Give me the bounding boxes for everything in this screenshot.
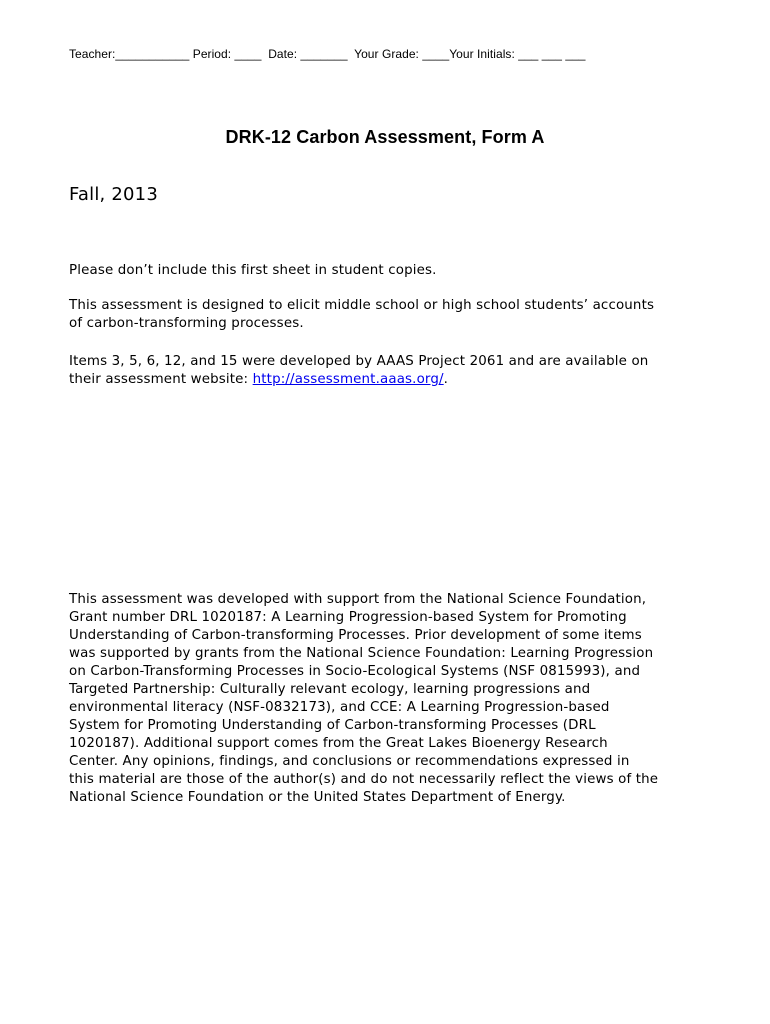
items-line-2-prefix: their assessment website: (69, 372, 253, 387)
funding-line: National Science Foundation or the United States Department of Energy. (69, 790, 566, 805)
funding-line: on Carbon-Transforming Processes in Socio-Ecological Systems (NSF 0815993), and (69, 664, 641, 679)
items-line-2-suffix: . (443, 372, 449, 387)
funding-line: Grant number DRL 1020187: A Learning Progression-based System for Promoting (69, 610, 627, 625)
items-line-1: Items 3, 5, 6, 12, and 15 were developed by AAAS Project 2061 and are available on (69, 354, 649, 369)
term-label: Fall, 2013 (69, 184, 158, 205)
funding-line: this material are those of the author(s) and do not necessarily reflect the views of the (69, 772, 659, 787)
funding-line: 1020187). Additional support comes from the Great Lakes Bioenergy Research (69, 736, 608, 751)
funding-paragraph (69, 591, 709, 807)
funding-line: System for Promoting Understanding of Carbon-transforming Processes (DRL (69, 718, 596, 733)
document-title: DRK-12 Carbon Assessment, Form A (225, 127, 545, 147)
purpose-paragraph (69, 297, 709, 333)
student-info-fields: Teacher:___________ Period: ____ Date: _______ Your Grade: ____Your Initials: ___ ___ ___ (69, 47, 586, 61)
aaas-assessment-link[interactable]: http://assessment.aaas.org/ (252, 372, 444, 387)
funding-line: Center. Any opinions, findings, and conclusions or recommendations expressed in (69, 754, 630, 769)
items-paragraph (69, 353, 709, 389)
funding-line: Understanding of Carbon-transforming Processes. Prior development of some items (69, 628, 642, 643)
funding-line: was supported by grants from the National Science Foundation: Learning Progression (69, 646, 654, 661)
copy-note: Please don’t include this first sheet in student copies. (69, 263, 437, 278)
purpose-line-2: of carbon-transforming processes. (69, 316, 304, 331)
purpose-line-1: This assessment is designed to elicit middle school or high school students’ accounts (69, 298, 655, 313)
funding-line: Targeted Partnership: Culturally relevant ecology, learning progressions and (69, 682, 591, 697)
funding-line: This assessment was developed with support from the National Science Foundation, (69, 592, 647, 607)
funding-line: environmental literacy (NSF-0832173), and CCE: A Learning Progression-based (69, 700, 610, 715)
items-line-2 (69, 371, 709, 389)
